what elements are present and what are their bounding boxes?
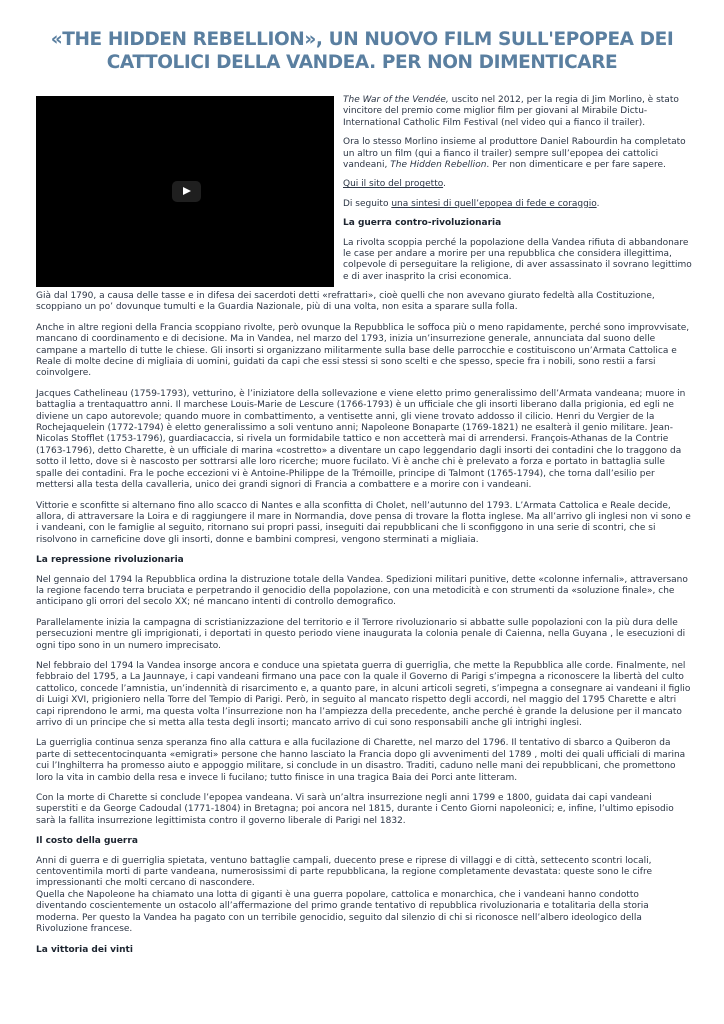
body-paragraph: Quella che Napoleone ha chiamato una lotta di giganti è una guerra popolare, cattolica e monarchica, che i vandeani hanno condotto diventando coscientemente un ostacolo all’affermazione del primo grande tentativo di repubblica rivoluzionaria e totalitaria della storia moderna. Per questo la Vandea ha pagato con un terribile genocidio, seguito dal silenzio di chi si riconosce nell’albero ideologico della Rivoluzione francese.: [36, 889, 649, 935]
section-heading-cost: Il costo della guerra: [36, 836, 138, 847]
intro-paragraph-site: Qui il sito del progetto.: [343, 179, 446, 190]
intro-paragraph-hidden-rebellion: Ora lo stesso Morlino insieme al produttore Daniel Rabourdin ha completato un altro un film (qui a fianco il trailer) sempre sull’epopea dei cattolici vandeani, The Hidden Rebellion. Per non dimenticare e per fare sapere.: [343, 137, 686, 171]
section-heading-counter-revolutionary-war: La guerra contro-rivoluzionaria: [343, 218, 502, 229]
body-paragraph: Nel gennaio del 1794 la Repubblica ordina la distruzione totale della Vandea. Spedizioni militari punitive, dette «colonne infernali», attraversano la regione facendo terra bruciata e perpetrando il genocidio della popolazione, con una metodicità e con strumenti da «soluzione finale», che anticipano gli orrori del secolo XX; né mancano intenti di controllo demografico.: [36, 574, 688, 608]
section-heading-repression: La repressione rivoluzionaria: [36, 555, 184, 566]
body-paragraph: Con la morte di Charette si conclude l’epopea vandeana. Vi sarà un’altra insurrezione negli anni 1799 e 1800, guidata dai capi vandeani superstiti e da George Cadoudal (1771-1804) in Bretagna; poi ancora nel 1815, durante i Cento Giorni napoleonici; e, infine, l’ultimo episodio sarà la fallita insurrezione legittimista contro il governo liberale di Parigi nel 1832.: [36, 793, 674, 826]
intro-paragraph-revolt: La rivolta scoppia perché la popolazione della Vandea rifiuta di abbandonare le case per andare a morire per una repubblica che considera illegittima, colpevole di perseguitare la religione, di aver assassinato il sovrano legittimo e di aver inasprito la crisi economica.: [343, 237, 692, 282]
film-title-vendee: The War of the Vendée,: [343, 95, 449, 105]
body-paragraph: Parallelamente inizia la campagna di scristianizzazione del territorio e il Terrore rivoluzionario si abbatte sulle popolazioni con la più dura delle persecuzioni mentre gli imprigionati, i deportati in questo periodo viene inaugurata la colonia penale di Caienna, nella Guyana , le esecuzioni di ogni tipo sono in un numero imprecisato.: [36, 617, 686, 651]
body-paragraph: Anni di guerra e di guerriglia spietata, ventuno battaglie campali, duecento prese e riprese di villaggi e di città, settecento scontri locali, centoventimila morti di parte vandeana, numerosissimi di parte repubblicana, la regione completamente devastata: queste sono le cifre impressionanti che molti cercano di nascondere.: [36, 855, 652, 889]
summary-link[interactable]: una sintesi di quell’epopea di fede e coraggio: [391, 198, 597, 209]
article-body: [36, 291, 692, 964]
article-title: «THE HIDDEN REBELLION», UN NUOVO FILM SULL'EPOPEA DEI CATTOLICI DELLA VANDEA. PER NON DIMENTICARE: [50, 29, 674, 73]
intro-paragraph-summary: Di seguito una sintesi di quell’epopea di fede e coraggio.: [343, 198, 600, 209]
intro-column: [343, 95, 695, 291]
body-paragraph: Vittorie e sconfitte si alternano fino allo scacco di Nantes e alla sconfitta di Cholet, nell’autunno del 1793. L’Armata Cattolica e Reale decide, allora, di attraversare la Loira e di raggiungere il mare in Normandia, dove pensa di trovare la flotta inglese. Ma all’arrivo gli inglesi non vi sono e i vandeani, con le famiglie al seguito, ritornano sui propri passi, inseguiti dai repubblicani che li sconfiggono in una serie di scontri, che si risolvono in carneficine dove gli insorti, donne e bambini compresi, vengono sterminati a migliaia.: [36, 500, 691, 545]
project-site-link[interactable]: Qui il sito del progetto: [343, 179, 444, 190]
body-paragraph: Già dal 1790, a causa delle tasse e in difesa dei sacerdoti detti «refrattari», cioè quelli che non avevano giurato fedeltà alla Costituzione, scoppiano un po’ dovunque tumulti e la Guardia Nazionale, più di una volta, non esita a sparare sulla folla.: [36, 291, 655, 313]
section-heading-victory: La vittoria dei vinti: [36, 944, 133, 955]
film-title-hidden-rebellion: The Hidden Rebellion: [390, 160, 487, 171]
body-paragraph: Anche in altre regioni della Francia scoppiano rivolte, però ovunque la Repubblica le soffoca più o meno rapidamente, perché sono improvvisate, mancano di coordinamento e di decisione. Ma in Vandea, nel marzo del 1793, inizia un’insurrezione generale, annunciata dal suono delle campane a martello di tutte le chiese. Gli insorti si organizzano militarmente sulla base delle parrocchie e costituiscono un’Armata Cattolica e Reale di molte decine di migliaia di uomini, guidati da capi che essi stessi si sono scelti e che spesso, specie fra i nobili, sono restii a farsi coinvolgere.: [36, 322, 690, 379]
body-paragraph: Jacques Cathelineau (1759-1793), vetturino, è l’iniziatore della sollevazione e viene eletto primo generalissimo dell’Armata vandeana; muore in battaglia a trentaquattro anni. Il marchese Louis-Marie de Lescure (1766-1793) è un ufficiale che gli insorti liberano dalla prigionia, ed egli ne diviene un capo autorevole; quando muore in combattimento, a ventisette anni, gli viene trovato addosso il cilicio. Henri du Vergier de la Rochejaquelein (1772-1794) è eletto generalissimo a soli ventuno anni; Napoleone Bonaparte (1769-1821) ne esalterà il genio militare. Jean-Nicolas Stofflet (1753-1796), guardiacaccia, si rivela un formidabile tattico e non accetterà mai di arrendersi. François-Athanas de la Contrie (1763-1796), detto Charette, è un ufficiale di marina «costretto» a diventare un capo leggendario dagli insorti dei contadini che lo traggono da sotto il letto, dove si è nascosto per sottrarsi alle loro ricerche; muore fucilato. Vi è anche chi è prelevato a forza e portato in battaglia sulle spalle dei contadini. Fra le poche eccezioni vi è Antoine-Philippe de la Trémoille, principe di Talmont (1765-1794), che torna dall’esilio per mettersi alla testa della cavalleria, unico dei grandi signori di Francia a combattere e a morire con i vandeani.: [36, 388, 686, 491]
play-icon: [183, 187, 191, 195]
body-paragraph: La guerriglia continua senza speranza fino alla cattura e alla fucilazione di Charette, nel marzo del 1796. Il tentativo di sbarco a Quiberon da parte di settecentocinquanta «emigrati» persone che hanno lasciato la Francia dopo gli avvenimenti del 1789 , molti dei quali ufficiali di marina cui l’Inghilterra ha promesso aiuto e appoggio militare, si conclude in un disastro. Traditi, caduno nelle mani dei repubblicani, che promettono loro la vita in cambio della resa e invece li fucilano; tutto finisce in una tragica Baia dei Porci ante litteram.: [36, 738, 686, 783]
play-button[interactable]: [172, 181, 201, 202]
body-paragraph: Nel febbraio del 1794 la Vandea insorge ancora e conduce una spietata guerra di guerriglia, che mette la Repubblica alle corde. Finalmente, nel febbraio del 1795, a La Jaunnaye, i capi vandeani firmano una pace con la quale il Governo di Parigi s’impegna a riconoscere la libertà del culto cattolico, concede l’amnistia, un’indennità di risarcimento e, a quanto pare, in alcuni articoli segreti, s’impegna a consegnare ai vandeani il figlio di Luigi XVI, prigioniero nella Torre del Tempio di Parigi. Però, in seguito al mancato rispetto degli accordi, nel maggio del 1795 Charette e altri capi riprendono le armi, ma questa volta l’insurrezione non ha l’ampiezza della precedente, anche perché è grande la delusione per il mancato arrivo di un principe che si metta alla testa degli insorti; mancato arrivo di cui sono responsabili anche gli intrighi inglesi.: [36, 660, 691, 728]
intro-paragraph-film: The War of the Vendée, uscito nel 2012, per la regia di Jim Morlino, è stato vincitore del premio come miglior film per giovani al Mirabile Dictu- International Catholic Film Festival (nel video qui a fianco il trailer).: [343, 95, 679, 128]
video-player[interactable]: [36, 96, 334, 287]
